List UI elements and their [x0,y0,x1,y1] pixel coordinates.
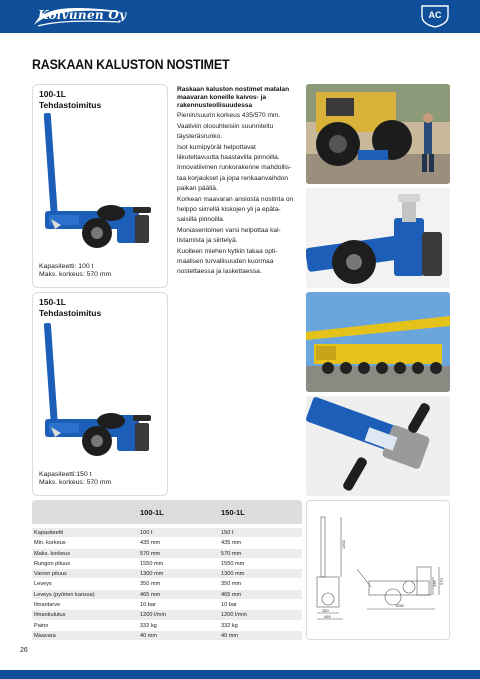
jack-illustration [39,319,163,469]
product-max-height: Maks. korkeus: 570 mm [39,479,112,487]
photo-crane-truck [306,292,450,392]
row-label: Maks. korkeus [34,550,71,557]
logo-text: Kolvunen Oy [38,8,127,22]
table-row [32,631,302,641]
row-value: 1550 mm [140,560,164,567]
dim-width: 350 [322,608,329,613]
description-item: Moniasentoinen varsi helpottaa kal-listamista ja siirtelyä. [177,226,281,245]
row-label: Min. korkeus [34,540,66,547]
product-capacity: Kapasiteetti:150 t [39,471,92,478]
row-value: 1200 l/min [221,612,247,619]
description-item: Korkean maavaran ansiosta nostinta on helppo siirrellä kiskojen yli ja epäta-saisilla pinnoilla. [177,195,294,224]
ac-badge-text: AC [428,10,442,20]
dim-frame-length: 1550 [395,603,404,608]
column-header: 150-1L [221,508,245,517]
row-value: 1550 mm [221,560,245,567]
row-label: Kapasiteetti [34,530,64,536]
product-card-100-1l [32,84,168,288]
table-row [32,538,302,548]
product-specs [39,471,111,487]
description-item: Vaativiin olosuhteisiin suunniteltu täysteräsrunko. [177,122,274,141]
row-label: Paino [34,622,49,629]
spec-table-header [32,500,302,524]
product-name: 150-1L [39,297,66,307]
dim-width-wheels: 465 [324,614,331,619]
table-row [32,549,302,559]
footer-bar [0,670,480,679]
row-value: 40 mm [221,632,239,639]
table-row [32,600,302,610]
page-header [0,0,480,33]
product-subtitle: Tehdastoimitus [39,308,102,318]
row-value: 350 mm [140,581,161,588]
column-header: 100-1L [140,508,164,517]
description-item: Kuolleen miehen kytkin takaa opti-maalisen turvallisuuden kuormaa nostettaessa ja laskettaessa. [177,247,278,276]
row-value: 1300 mm [140,571,164,578]
row-value: 570 mm [140,550,161,557]
row-value: 40 mm [140,632,158,639]
dim-min-height: 435 [432,580,437,587]
description-item: Innovatiivinen runkorakenne mahdollis-taa korjaukset ja jopa renkaanvaihdon paikan päällä. [177,164,292,193]
page-number: 26 [20,647,28,654]
table-row [32,528,302,538]
row-label: Varren pituus [34,571,67,578]
product-card-150-1l [32,292,168,496]
row-value: 150 t [221,530,234,536]
row-value: 435 mm [221,540,242,547]
photo-jack-closeup [306,188,450,288]
row-value: 1200 l/min [140,612,166,619]
page-title: RASKAAN KALUSTON NOSTIMET [32,57,230,72]
ac-shield-icon [420,4,450,28]
description-item: Pienin/suurin korkeus 435/570 mm. [177,112,281,120]
dim-arm-length: 1300 [341,540,346,549]
table-row [32,590,302,600]
table-row [32,579,302,589]
row-label: Ilmantarve [34,602,61,609]
jack-illustration [39,111,163,261]
row-label: Rungon pituus [34,560,71,567]
row-value: 1300 mm [221,571,245,578]
row-value: 465 mm [221,591,242,598]
row-label: Maavara [34,632,56,639]
product-subtitle: Tehdastoimitus [39,100,102,110]
dim-max-height: 570 [439,578,444,585]
table-row [32,559,302,569]
description-item: Isot kumipyörät helpottavat liikuteltavuutta haastavilla pinnoilla. [177,143,280,162]
row-value: 332 kg [140,622,157,629]
row-value: 100 t [140,530,153,536]
row-label: Leveys [34,581,52,588]
row-label: Leveys (pyörien kanssa) [34,591,95,598]
product-specs [39,263,111,279]
table-row [32,621,302,631]
dimension-drawing [307,501,449,639]
row-label: Ilmankulutus [34,612,66,619]
product-description [172,84,302,496]
row-value: 570 mm [221,550,242,557]
row-value: 10 bar [140,602,156,609]
technical-drawing [306,500,450,640]
row-value: 332 kg [221,622,238,629]
row-value: 350 mm [221,581,242,588]
product-name: 100-1L [39,89,66,99]
table-row [32,569,302,579]
photo-mining-truck [306,84,450,184]
product-max-height: Maks. korkeus: 570 mm [39,271,112,279]
row-value: 10 bar [221,602,237,609]
spec-table [32,500,302,641]
row-value: 435 mm [140,540,161,547]
photo-jack-handle [306,396,450,496]
row-value: 465 mm [140,591,161,598]
table-row [32,610,302,620]
product-capacity: Kapasiteetti: 100 t [39,263,94,270]
description-heading: Raskaan kaluston nostimet matalan maavaran koneille kaivos- ja rakennusteollisuudessa [177,86,290,109]
